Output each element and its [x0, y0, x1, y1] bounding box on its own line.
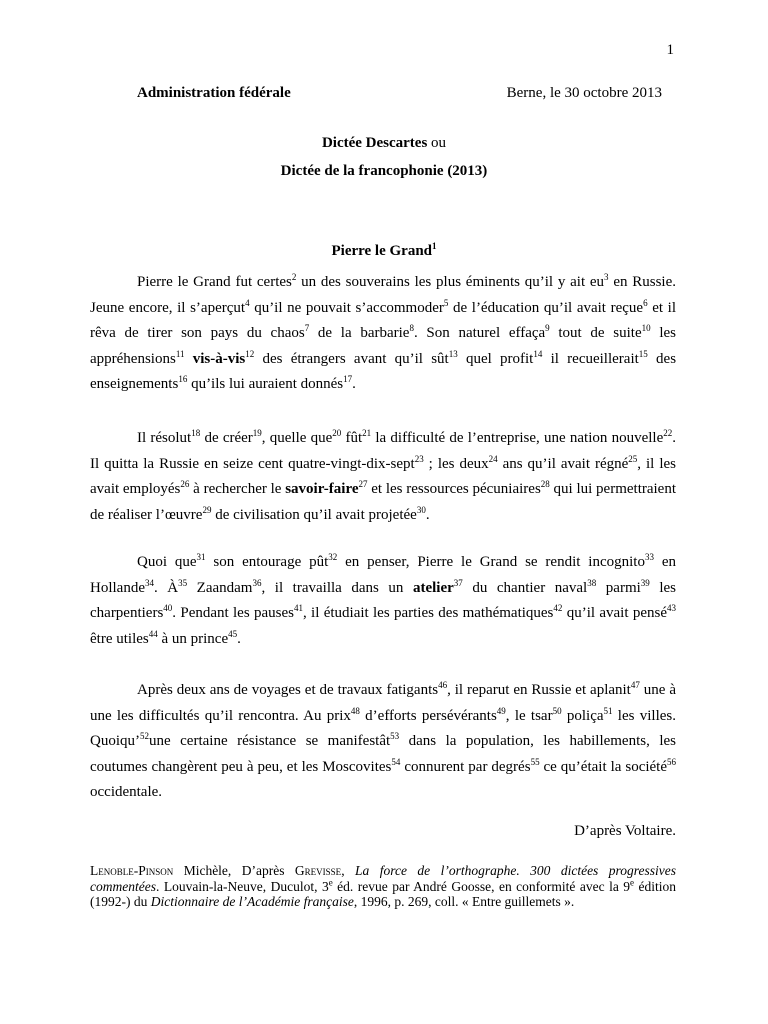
text-run: . À: [153, 579, 179, 596]
footnote-number: 34: [144, 577, 154, 588]
paragraph-4: [90, 678, 676, 806]
paragraph-1: [90, 270, 676, 398]
text-run: quel profit: [457, 350, 534, 367]
text-run: fût: [341, 430, 363, 446]
footnote-number: 18: [191, 428, 201, 438]
book-title: La force de l’orthographe. 300 dictées progressives commentées: [90, 863, 677, 894]
bold-term: vis-à-vis: [192, 350, 246, 367]
footnote-number: 26: [180, 479, 190, 489]
paragraph-text: [90, 550, 676, 652]
text-run: , quelle que: [261, 430, 333, 446]
footnote-number: 12: [245, 348, 255, 359]
text-run: [184, 351, 192, 367]
footnote-number: 45: [228, 628, 238, 639]
main-title: [0, 135, 768, 152]
text-run: . Pendant les pauses: [172, 605, 294, 621]
author-first: Michèle, D’après: [173, 863, 295, 878]
edition-sup-2: e: [630, 877, 635, 887]
footnote-number: 24: [488, 453, 498, 464]
footnote-number: 6: [643, 297, 648, 308]
paragraph-2: [90, 426, 676, 528]
text-run: et il rêva de tirer son pays du chaos: [90, 299, 676, 341]
footnote-marker: 1: [432, 241, 437, 251]
footnote-number: 9: [545, 323, 550, 333]
reference-tail: , 1996, p. 269, coll. « Entre guillemets ».: [353, 894, 575, 909]
text-run: ce qu’était la société: [539, 758, 668, 775]
footnote-number: 30: [416, 504, 426, 515]
footnote-number: 13: [448, 348, 458, 359]
footnote-number: 50: [552, 705, 562, 716]
footnote-number: 28: [540, 479, 550, 489]
footnote-number: 11: [175, 348, 185, 359]
bold-term: atelier: [412, 579, 454, 596]
subtitle: Dictée de la francophonie (2013): [280, 163, 488, 179]
footnote-number: 42: [553, 603, 563, 613]
text-title-label: Pierre le Grand: [331, 243, 433, 259]
footnote-number: 31: [196, 552, 206, 562]
sep: ,: [341, 863, 356, 878]
author-name: Lenoble-Pinson: [90, 863, 174, 878]
paragraph-text: [90, 270, 676, 398]
text-run: de la barbarie: [309, 325, 410, 341]
edition-sup: e: [328, 877, 333, 887]
text-run: les villes. Quoiqu’: [90, 707, 676, 749]
paragraph-text: [90, 426, 676, 528]
text-run: une certaine résistance se manifestât: [149, 733, 391, 749]
text-run: une à une les difficultés qu’il rencontra. Au prix: [90, 682, 676, 724]
text-run: dans la population, les habillements, les coutumes changèrent peu à peu, et les Moscovites: [90, 733, 676, 775]
author-2: Grevisse: [294, 863, 342, 878]
footnote-number: 22: [663, 428, 673, 438]
footnote-number: 33: [644, 552, 654, 562]
text-run: du chantier naval: [462, 579, 588, 596]
footnote-number: 15: [638, 348, 648, 359]
footnote-number: 3: [604, 272, 609, 282]
paragraph-text: [90, 678, 676, 806]
footnote-number: 32: [328, 552, 338, 562]
footnote-number: 39: [640, 577, 650, 588]
text-run: qu’il ne pouvait s’accommoder: [249, 299, 444, 316]
footnote-number: 17: [343, 374, 353, 384]
attribution: D’après Voltaire.: [574, 823, 676, 839]
text-run: .: [352, 376, 356, 392]
text-run: qui lui permettraient de réaliser l’œuvre: [90, 481, 677, 523]
footnote-number: 56: [667, 756, 677, 767]
footnote-number: 7: [304, 323, 310, 333]
footnote-number: 21: [362, 428, 372, 438]
text-run: tout de suite: [549, 325, 642, 341]
text-run: occidentale.: [90, 784, 163, 800]
publisher-a: . Louvain-la-Neuve, Duculot, 3: [155, 878, 329, 894]
paragraph-3: [90, 550, 676, 652]
text-run: connurent par degrés: [400, 758, 531, 775]
place-date-header: Berne, le 30 octobre 2013: [506, 85, 662, 101]
footnote-number: 36: [252, 577, 262, 588]
footnote-number: 29: [202, 504, 212, 515]
text-run: Zaandam: [187, 579, 253, 596]
footnote-number: 23: [414, 453, 424, 464]
text-run: .: [425, 506, 430, 523]
text-run: des étrangers avant qu’il sût: [254, 350, 449, 367]
footnote-number: 40: [163, 603, 173, 613]
text-run: , il reparut en Russie et aplanit: [447, 682, 631, 698]
text-run: de civilisation qu’il avait projetée: [211, 506, 417, 523]
footnote-number: 46: [438, 680, 448, 690]
footnote-number: 48: [350, 705, 360, 716]
text-run: , il travailla dans un: [261, 579, 413, 596]
text-title: [0, 243, 768, 260]
bold-term: savoir-faire: [285, 481, 359, 497]
footnote-number: 14: [533, 348, 543, 359]
footnote-number: 49: [496, 705, 506, 716]
text-run: , le tsar: [505, 707, 553, 724]
text-run: Après deux ans de voyages et de travaux fatigants: [137, 682, 439, 698]
bibliographic-reference: [90, 863, 676, 910]
text-run: . Il quitta la Russie en seize cent quatre-vingt-dix-sept: [90, 430, 676, 472]
text-run: de l’éducation qu’il avait reçue: [448, 299, 644, 316]
text-run: être utiles: [90, 630, 149, 647]
text-run: et les ressources pécuniaires: [367, 481, 541, 497]
footnote-number: 20: [332, 428, 342, 438]
footnote-number: 43: [667, 603, 676, 613]
footnote-number: 5: [443, 297, 449, 308]
text-run: . Son naturel effaça: [413, 325, 546, 341]
footnote-number: 19: [252, 428, 262, 438]
footnote-number: 25: [628, 453, 638, 464]
text-run: qu’ils lui auraient donnés: [187, 376, 344, 392]
footnote-number: 38: [587, 577, 597, 588]
text-run: en penser, Pierre le Grand se rendit incognito: [337, 554, 645, 570]
text-run: ans qu’il avait régné: [497, 455, 629, 472]
footnote-number: 16: [178, 374, 188, 384]
text-run: , il les avait employés: [90, 455, 676, 497]
text-run: à un prince: [157, 630, 229, 647]
footnote-number: 35: [178, 577, 188, 588]
text-run: en Russie. Jeune encore, il s’aperçut: [90, 274, 677, 316]
page-number: 1: [666, 42, 674, 58]
text-run: qu’il avait pensé: [562, 605, 667, 621]
dictionary-title: Dictionnaire de l’Académie française: [150, 894, 354, 909]
footnote-number: 51: [603, 705, 613, 716]
main-title-bold: Dictée Descartes: [321, 135, 428, 151]
footnote-number: 4: [245, 297, 250, 308]
text-run: parmi: [596, 579, 641, 596]
footnote-number: 44: [148, 628, 158, 639]
text-run: à rechercher le: [189, 481, 286, 497]
text-run: Quoi que: [137, 554, 197, 570]
footnote-number: 52: [140, 731, 149, 741]
footnote-number: 55: [530, 756, 540, 767]
text-run: les charpentiers: [90, 579, 676, 621]
footnote-number: 27: [358, 479, 368, 489]
text-run: en Hollande: [90, 554, 676, 596]
text-run: de créer: [200, 430, 253, 446]
text-run: , il étudiait les parties des mathématiques: [302, 605, 554, 621]
text-run: des enseignements: [90, 350, 677, 392]
footnote-number: 10: [641, 323, 651, 333]
main-title-connector: ou: [427, 135, 447, 151]
footnote-number: 47: [630, 680, 640, 690]
footnote-number: 8: [409, 323, 414, 333]
text-run: poliça: [561, 707, 604, 724]
publisher-b: éd. revue par André Goosse, en conformité avec la 9: [332, 878, 631, 894]
text-run: ; les deux: [423, 455, 489, 472]
footnote-number: 41: [293, 603, 303, 613]
text-run: Pierre le Grand fut certes: [137, 274, 292, 290]
text-run: un des souverains les plus éminents qu’il y ait eu: [296, 274, 605, 290]
organization-header: Administration fédérale: [137, 85, 291, 101]
publisher-c: édition (1992-) du: [90, 878, 677, 909]
text-run: la difficulté de l’entreprise, une nation nouvelle: [371, 430, 664, 446]
text-run: d’efforts persévérants: [359, 707, 497, 724]
text-run: Il résolut: [137, 430, 192, 446]
text-run: son entourage pût: [205, 554, 329, 570]
footnote-number: 2: [291, 272, 297, 282]
text-run: les appréhensions: [90, 325, 676, 367]
footnote-number: 37: [453, 577, 463, 588]
text-run: .: [237, 630, 241, 647]
footnote-number: 54: [391, 756, 401, 767]
footnote-number: 53: [390, 731, 400, 741]
text-run: il recueillerait: [542, 350, 639, 367]
